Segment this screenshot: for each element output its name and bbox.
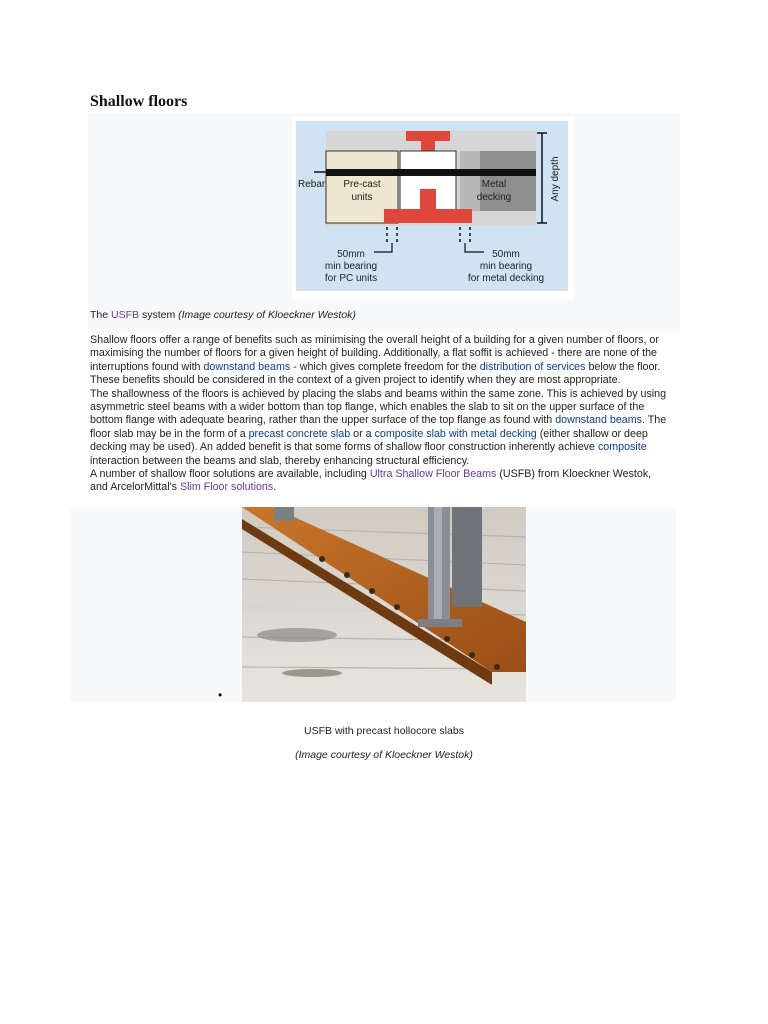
composite-link[interactable]: composite xyxy=(597,441,647,454)
rebar xyxy=(326,169,536,176)
usfb-system-diagram xyxy=(296,121,568,291)
paragraph: A number of shallow floor solutions are available, including Ultra Shallow Floor Beams (USFB) from Kloeckner Westok, and ArcelorMittal's Slim Floor solutions. xyxy=(90,468,652,494)
right-bearing-line1: 50mm xyxy=(492,249,520,260)
composite-slab-link[interactable]: composite slab with metal decking xyxy=(374,427,537,440)
paragraph: Shallow floors offer a range of benefits such as minimising the overall height of a building for a given number of floors, or maximising the number of floors for a given height of building. Additionally, a flat soffit is achieved - there are none of the interruptions found with downstand beams - which gives complete freedom for the distribution of services below the floor. These benefits should be considered in the context of a given project to identify when they are most appropriate. xyxy=(90,334,661,387)
article-body xyxy=(90,334,670,495)
usfb-diagram-frame[interactable] xyxy=(292,117,574,299)
bottom-flange xyxy=(384,209,472,223)
photo-caption: USFB with precast hollocore slabs xyxy=(304,725,464,737)
paragraph: The shallowness of the floors is achieved by placing the slabs and beams within the same zone. This is achieved by using asymmetric steel beams with a wider bottom than top flange, which enables the slab to sit on the upper surface of the bottom flange with adequate bearing, rather than the upper surface of the top flange as found with downstand beams. The floor slab may be in the form of a precast concrete slab or a composite slab with metal decking (either shallow or deep decking may be used). An added benefit is that some forms of shallow floor construction inherently achieve composite interaction between the beams and slab, thereby enhancing structural efficiency. xyxy=(90,387,667,467)
precast-label-line2: units xyxy=(351,192,373,203)
page-title: Shallow floors xyxy=(90,93,188,110)
precast-label-line1: Pre-cast xyxy=(343,179,381,190)
distribution-of-services-link[interactable]: distribution of services xyxy=(479,360,586,373)
list-bullet: • xyxy=(218,688,223,702)
left-bearing-line3: for PC units xyxy=(324,273,378,284)
right-bearing-line3: for metal decking xyxy=(467,273,545,284)
metal-label-line1: Metal xyxy=(481,179,507,190)
figure-caption: The USFB system (Image courtesy of Kloeckner Westok) xyxy=(90,309,356,321)
ultra-shallow-floor-beams-link[interactable]: Ultra Shallow Floor Beams xyxy=(369,468,497,481)
left-bearing-line2: min bearing xyxy=(324,261,378,272)
any-depth-label: Any depth xyxy=(550,156,561,202)
downstand-beams-link[interactable]: downstand beams xyxy=(555,414,642,427)
usfb-photo[interactable] xyxy=(242,507,526,702)
downstand-beams-link[interactable]: downstand beams xyxy=(203,360,291,373)
image-credit: (Image courtesy of Kloeckner Westok) xyxy=(178,309,356,321)
photo-credit: (Image courtesy of Kloeckner Westok) xyxy=(295,749,473,761)
left-bearing-line1: 50mm xyxy=(337,249,365,260)
slim-floor-solutions-link[interactable]: Slim Floor solutions xyxy=(179,481,274,494)
metal-label-line2: decking xyxy=(476,192,512,203)
usfb-link[interactable]: USFB xyxy=(111,309,140,321)
rebar-label: Rebar xyxy=(298,179,326,190)
beam-web xyxy=(420,189,436,211)
right-bearing-line2: min bearing xyxy=(479,261,533,272)
precast-concrete-slab-link[interactable]: precast concrete slab xyxy=(248,427,351,440)
